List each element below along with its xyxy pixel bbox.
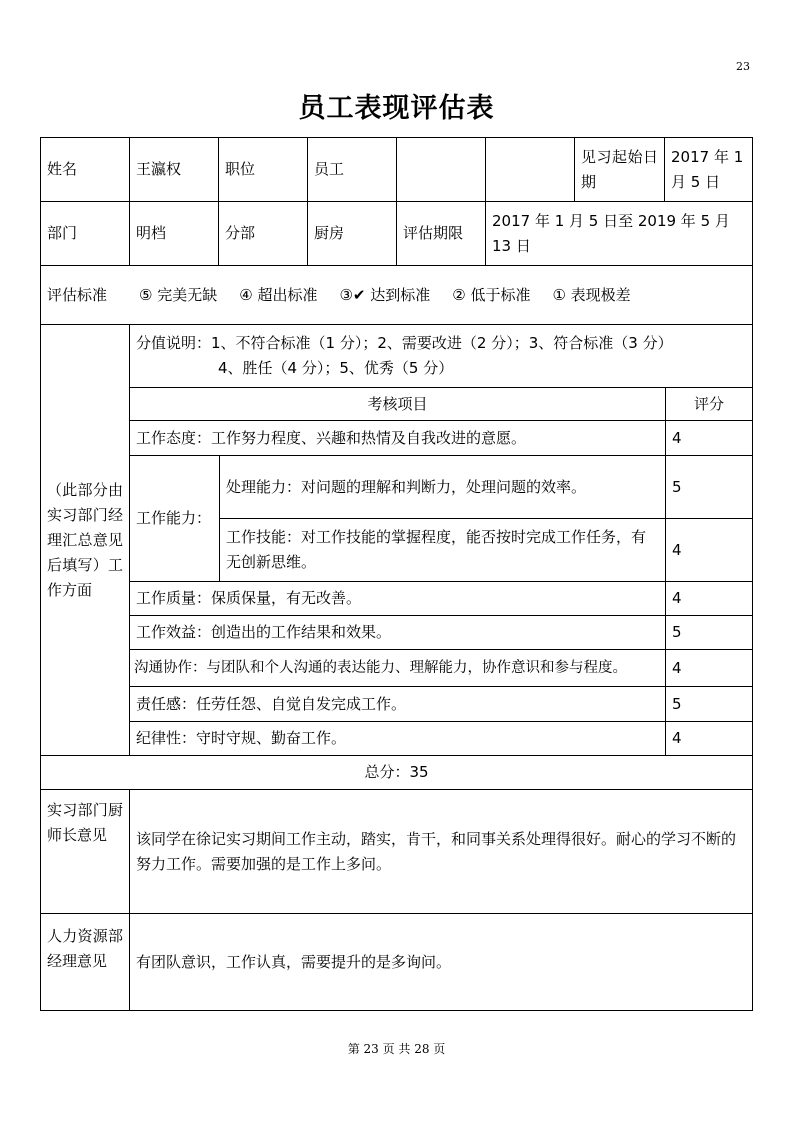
empty-cell-2 bbox=[485, 137, 575, 202]
name-value: 王瀛权 bbox=[129, 137, 219, 202]
page-footer: 第 23 页 共 28 页 bbox=[347, 1042, 446, 1056]
eval-score: 4 bbox=[665, 518, 753, 582]
standard-item: ④ 超出标准 bbox=[239, 285, 318, 304]
eval-score: 4 bbox=[665, 649, 753, 687]
eval-score: 4 bbox=[665, 420, 753, 456]
evaluation-side-label: （此部分由实习部门经理汇总意见后填写）工作方面 bbox=[40, 324, 130, 756]
eval-item: 工作技能：对工作技能的掌握程度，能否按时完成工作任务，有无创新思维。 bbox=[219, 518, 666, 582]
chef-opinion-text: 该同学在徐记实习期间工作主动，踏实，肯干，和同事关系处理得很好。耐心的学习不断的努力工作。需要加强的是工作上多问。 bbox=[129, 789, 753, 914]
eval-score: 4 bbox=[665, 721, 753, 756]
eval-score: 5 bbox=[665, 686, 753, 722]
position-label: 职位 bbox=[218, 137, 308, 202]
period-value: 2017 年 1 月 5 日至 2019 年 5 月 13 日 bbox=[485, 201, 753, 266]
department-value: 明档 bbox=[129, 201, 219, 266]
hr-opinion-text: 有团队意识，工作认真，需要提升的是多询问。 bbox=[129, 913, 753, 1011]
standard-item: ⑤ 完美无缺 bbox=[139, 285, 218, 304]
position-value: 员工 bbox=[307, 137, 397, 202]
standard-item: ② 低于标准 bbox=[452, 285, 531, 304]
evaluation-form bbox=[41, 138, 753, 1012]
standard-item: ① 表现极差 bbox=[552, 285, 631, 304]
name-label: 姓名 bbox=[40, 137, 130, 202]
branch-label: 分部 bbox=[218, 201, 308, 266]
branch-value: 厨房 bbox=[307, 201, 397, 266]
department-label: 部门 bbox=[40, 201, 130, 266]
eval-item: 工作效益：创造出的工作结果和效果。 bbox=[129, 615, 666, 650]
eval-item: 沟通协作：与团队和个人沟通的表达能力、理解能力，协作意识和参与程度。 bbox=[129, 649, 666, 687]
total-score: 总分：35 bbox=[40, 755, 753, 790]
chef-opinion-label: 实习部门厨师长意见 bbox=[40, 789, 130, 914]
eval-item: 责任感：任劳任怨、自觉自发完成工作。 bbox=[129, 686, 666, 722]
score-note-line1: 分值说明：1、不符合标准（1 分）；2、需要改进（2 分）；3、符合标准（3 分） bbox=[136, 334, 673, 352]
standards-label: 评估标准 bbox=[47, 285, 108, 304]
eval-score: 4 bbox=[665, 581, 753, 616]
hr-opinion-label: 人力资源部经理意见 bbox=[40, 913, 130, 1011]
eval-score: 5 bbox=[665, 615, 753, 650]
eval-item: 处理能力：对问题的理解和判断力，处理问题的效率。 bbox=[219, 455, 666, 519]
ability-label: 工作能力： bbox=[129, 455, 220, 582]
start-date-label: 见习起始日期 bbox=[574, 137, 665, 202]
start-date-value: 2017 年 1 月 5 日 bbox=[664, 137, 753, 202]
period-label: 评估期限 bbox=[396, 201, 486, 266]
page-number-top: 23 bbox=[736, 60, 750, 73]
column-header-score: 评分 bbox=[665, 387, 753, 421]
score-note-line2: 4、胜任（4 分）；5、优秀（5 分） bbox=[218, 359, 454, 377]
eval-item: 工作态度：工作努力程度、兴趣和热情及自我改进的意愿。 bbox=[129, 420, 666, 456]
standard-item: ③✔ 达到标准 bbox=[339, 285, 431, 304]
eval-score: 5 bbox=[665, 455, 753, 519]
score-note bbox=[129, 324, 753, 388]
empty-cell-1 bbox=[396, 137, 486, 202]
page-title: 员工表现评估表 bbox=[298, 93, 495, 124]
standards-row bbox=[40, 265, 753, 325]
eval-item: 纪律性：守时守规、勤奋工作。 bbox=[129, 721, 666, 756]
column-header-item: 考核项目 bbox=[129, 387, 666, 421]
eval-item: 工作质量：保质保量，有无改善。 bbox=[129, 581, 666, 616]
